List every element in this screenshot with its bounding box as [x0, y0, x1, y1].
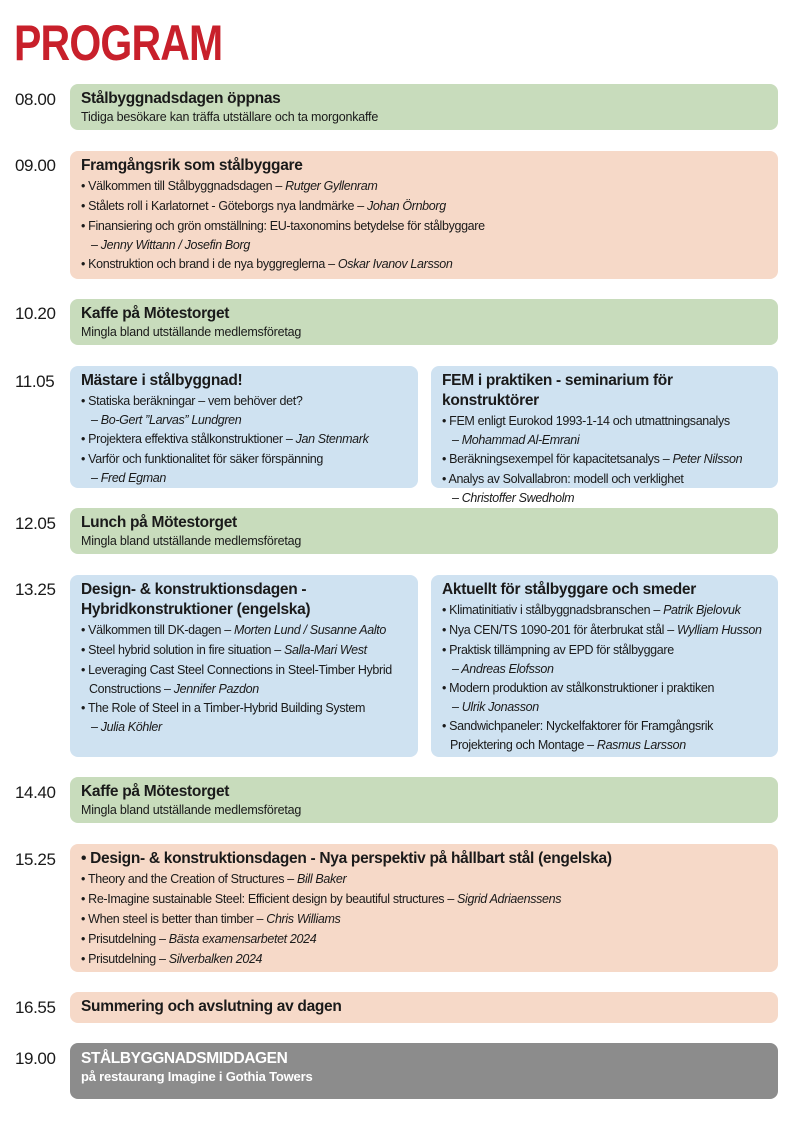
- session-block: [70, 844, 778, 972]
- list-item: • Prisutdelning – Silverbalken 2024: [81, 949, 768, 969]
- speaker-name: Jan Stenmark: [295, 432, 369, 446]
- speaker-name: Johan Örnborg: [366, 199, 446, 213]
- speaker-name: Jennifer Pazdon: [173, 682, 259, 696]
- session-title: Kaffe på Mötestorget: [81, 305, 230, 322]
- list-item: • Finansiering och grön omställning: EU-taxonomins betydelse för stålbyggare – Jenny Wittann / Josefin Borg: [81, 216, 768, 254]
- list-item: • Analys av Solvallabron: modell och verklighet – Christoffer Swedholm: [442, 469, 768, 507]
- list-item: • Beräkningsexempel för kapacitetsanalys – Peter Nilsson: [442, 449, 768, 469]
- time-label: 16.55: [15, 998, 56, 1017]
- session-subtitle: Mingla bland utställande medlemsföretag: [81, 534, 302, 548]
- session-title: Lunch på Mötestorget: [81, 514, 237, 531]
- list-item: • Sandwichpaneler: Nyckelfaktorer för Framgångsrik Projektering och Montage – Rasmus Larsson: [442, 716, 768, 754]
- speaker-name: Morten Lund / Susanne Aalto: [234, 623, 387, 637]
- list-item: • FEM enligt Eurokod 1993-1-14 och utmattningsanalys – Mohammad Al-Emrani: [442, 411, 768, 449]
- speaker-name: Peter Nilsson: [672, 452, 743, 466]
- time-label: 10.20: [15, 304, 56, 323]
- session-title-line2: Hybridkonstruktioner (engelska): [81, 601, 311, 618]
- speaker-name: – Jenny Wittann / Josefin Borg: [91, 238, 250, 252]
- speaker-name: – Ulrik Jonasson: [452, 700, 539, 714]
- speaker-name: Rutger Gyllenram: [285, 179, 378, 193]
- speaker-name: – Fred Egman: [91, 471, 167, 485]
- speaker-name: – Mohammad Al-Emrani: [452, 433, 580, 447]
- time-label: 09.00: [15, 156, 56, 175]
- session-title: Stålbyggnadsdagen öppnas: [81, 90, 281, 107]
- session-subtitle: på restaurang Imagine i Gothia Towers: [81, 1069, 313, 1084]
- list-item: • Klimatinitiativ i stålbyggnadsbranschen – Patrik Bjelovuk: [442, 600, 768, 620]
- list-item: • Modern produktion av stålkonstruktioner i praktiken – Ulrik Jonasson: [442, 678, 768, 716]
- session-block-right: [431, 575, 778, 757]
- list-item: • Projektera effektiva stålkonstruktioner – Jan Stenmark: [81, 429, 408, 449]
- speaker-name: – Julia Köhler: [91, 720, 162, 734]
- session-block: [70, 777, 778, 823]
- speaker-name: Wylliam Husson: [676, 623, 762, 637]
- speaker-name: Bill Baker: [296, 872, 347, 886]
- list-item: • Statiska beräkningar – vem behöver det? – Bo-Gert ”Larvas” Lundgren: [81, 391, 408, 429]
- list-item: • The Role of Steel in a Timber-Hybrid Building System – Julia Köhler: [81, 698, 408, 736]
- list-item: • Prisutdelning – Bästa examensarbetet 2024: [81, 929, 768, 949]
- list-item-continuation: Projektering och Montage – Rasmus Larsson: [450, 738, 686, 752]
- time-label: 08.00: [15, 90, 56, 109]
- speaker-name: Bästa examensarbetet 2024: [168, 932, 317, 946]
- session-block: [70, 84, 778, 130]
- speaker-name: Silverbalken 2024: [168, 952, 263, 966]
- session-subtitle: Mingla bland utställande medlemsföretag: [81, 803, 302, 817]
- talk-list: [81, 620, 408, 736]
- speaker-name: Oskar Ivanov Larsson: [337, 257, 453, 271]
- list-item: • Stålets roll i Karlatornet - Göteborgs nya landmärke – Johan Örnborg: [81, 196, 768, 216]
- session-title: Aktuellt för stålbyggare och smeder: [442, 581, 696, 598]
- time-label: 15.25: [15, 850, 56, 869]
- speaker-name: – Bo-Gert ”Larvas” Lundgren: [91, 413, 242, 427]
- session-title: FEM i praktiken - seminarium för konstruktörer: [442, 372, 673, 409]
- speaker-name: Sigrid Adriaenssens: [457, 892, 562, 906]
- time-label: 19.00: [15, 1049, 56, 1068]
- session-title: Mästare i stålbyggnad!: [81, 372, 243, 389]
- session-title: • Design- & konstruktionsdagen - Nya perspektiv på hållbart stål (engelska): [81, 850, 612, 867]
- talk-list: [442, 411, 768, 507]
- session-title: Summering och avslutning av dagen: [81, 998, 342, 1015]
- list-item: • Konstruktion och brand i de nya byggreglerna – Oskar Ivanov Larsson: [81, 254, 768, 274]
- talk-list: [442, 600, 768, 754]
- time-label: 11.05: [15, 372, 55, 391]
- time-label: 14.40: [15, 783, 56, 802]
- list-item: • Välkommen till Stålbyggnadsdagen – Rutger Gyllenram: [81, 176, 768, 196]
- list-item: • Re-Imagine sustainable Steel: Efficient design by beautiful structures – Sigrid Adriaenssens: [81, 889, 768, 909]
- speaker-name: – Andreas Elofsson: [452, 662, 554, 676]
- list-item: • Praktisk tillämpning av EPD för stålbyggare – Andreas Elofsson: [442, 640, 768, 678]
- talk-list: [81, 176, 768, 274]
- talk-list: [81, 869, 768, 969]
- session-title: STÅLBYGGNADSMIDDAGEN: [81, 1050, 288, 1067]
- talk-list: [81, 391, 408, 487]
- session-block: [70, 299, 778, 345]
- list-item: • Nya CEN/TS 1090-201 för återbrukat stål – Wylliam Husson: [442, 620, 768, 640]
- list-item: • Theory and the Creation of Structures – Bill Baker: [81, 869, 768, 889]
- session-block-right: [431, 366, 778, 505]
- list-item: • Välkommen till DK-dagen – Morten Lund / Susanne Aalto: [81, 620, 408, 640]
- session-title: Design- & konstruktionsdagen -: [81, 581, 307, 598]
- speaker-name: Patrik Bjelovuk: [663, 603, 741, 617]
- session-block-left: [70, 366, 418, 488]
- session-title: Framgångsrik som stålbyggare: [81, 157, 303, 174]
- time-label: 12.05: [15, 514, 56, 533]
- session-block-left: [70, 575, 418, 757]
- session-title: Kaffe på Mötestorget: [81, 783, 230, 800]
- session-subtitle: Tidiga besökare kan träffa utställare och ta morgonkaffe: [81, 110, 379, 124]
- list-item: • Leveraging Cast Steel Connections in Steel-Timber Hybrid Constructions – Jennifer Pazdon: [81, 660, 408, 698]
- list-item: • Steel hybrid solution in fire situation – Salla-Mari West: [81, 640, 408, 660]
- session-subtitle: Mingla bland utställande medlemsföretag: [81, 325, 302, 339]
- speaker-name: Rasmus Larsson: [596, 738, 686, 752]
- list-item: • When steel is better than timber – Chris Williams: [81, 909, 768, 929]
- time-label: 13.25: [15, 580, 56, 599]
- page-title: PROGRAM: [14, 15, 223, 71]
- list-item: • Varför och funktionalitet för säker förspänning – Fred Egman: [81, 449, 408, 487]
- session-block: [70, 992, 778, 1023]
- speaker-name: Chris Williams: [266, 912, 341, 926]
- session-block: [70, 508, 778, 554]
- list-item-continuation: Constructions – Jennifer Pazdon: [89, 682, 259, 696]
- session-block: [70, 151, 778, 279]
- speaker-name: – Christoffer Swedholm: [452, 491, 575, 505]
- session-block: [70, 1043, 778, 1099]
- speaker-name: Salla-Mari West: [284, 643, 367, 657]
